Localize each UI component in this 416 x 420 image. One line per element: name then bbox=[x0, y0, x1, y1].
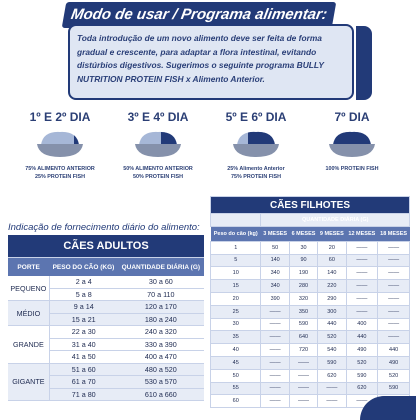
quantity-cell: —— bbox=[378, 318, 410, 331]
table-row bbox=[211, 356, 410, 369]
puppy-table bbox=[210, 196, 410, 408]
quantity-cell: —— bbox=[289, 395, 317, 408]
table-row bbox=[8, 363, 204, 376]
quantity-cell: —— bbox=[378, 292, 410, 305]
quantity-cell: 610 a 660 bbox=[118, 388, 204, 401]
quantity-cell: 540 bbox=[318, 344, 346, 357]
intro-line: gradual e crescente, para adaptar a flora intestinal, evitando bbox=[77, 46, 317, 57]
quantity-cell: —— bbox=[261, 331, 289, 344]
bowl-icon bbox=[133, 129, 183, 159]
quantity-cell: 520 bbox=[378, 369, 410, 382]
weight-cell: 25 bbox=[211, 305, 261, 318]
intro-side-tab bbox=[356, 26, 372, 100]
weight-cell: 55 bbox=[211, 382, 261, 395]
phase-3 bbox=[210, 110, 302, 181]
quantity-cell: —— bbox=[378, 254, 410, 267]
intro-box bbox=[68, 24, 354, 100]
column-header: Peso do cão (kg) bbox=[211, 226, 261, 241]
column-header: 9 MESES bbox=[318, 226, 346, 241]
puppy-table-subtitle: QUANTIDADE DIÁRIA (G) bbox=[261, 214, 410, 227]
bowl-icon bbox=[231, 129, 281, 159]
column-header: 3 MESES bbox=[261, 226, 289, 241]
phase-1 bbox=[14, 110, 106, 181]
weight-cell: 35 bbox=[211, 331, 261, 344]
quantity-cell: —— bbox=[261, 305, 289, 318]
quantity-cell: 390 bbox=[261, 292, 289, 305]
adults-table-body bbox=[8, 276, 204, 401]
quantity-cell: 140 bbox=[261, 254, 289, 267]
quantity-cell: —— bbox=[346, 305, 378, 318]
table-row bbox=[8, 326, 204, 339]
adult-dogs-table bbox=[8, 235, 204, 401]
table-row bbox=[211, 280, 410, 293]
weight-cell: 5 a 8 bbox=[49, 288, 117, 301]
quantity-cell: 300 bbox=[318, 305, 346, 318]
table-row bbox=[211, 254, 410, 267]
quantity-cell: 440 bbox=[378, 344, 410, 357]
weight-cell: 45 bbox=[211, 356, 261, 369]
quantity-cell: —— bbox=[318, 382, 346, 395]
quantity-cell: 520 bbox=[346, 356, 378, 369]
column-header: 12 MESES bbox=[346, 226, 378, 241]
weight-cell: 22 a 30 bbox=[49, 326, 117, 339]
table-row bbox=[211, 331, 410, 344]
phase-caption-1: 100% PROTEIN FISH bbox=[325, 166, 379, 172]
quantity-cell: 350 bbox=[289, 305, 317, 318]
quantity-cell: 20 bbox=[318, 241, 346, 254]
puppy-table-body bbox=[211, 241, 410, 407]
quantity-cell: 30 bbox=[289, 241, 317, 254]
table-row bbox=[211, 305, 410, 318]
quantity-cell: 140 bbox=[318, 267, 346, 280]
quantity-cell: —— bbox=[289, 369, 317, 382]
column-header: PESO DO CÃO (KG) bbox=[49, 258, 117, 277]
quantity-cell: 340 bbox=[261, 267, 289, 280]
weight-cell: 40 bbox=[211, 344, 261, 357]
porte-cell: PEQUENO bbox=[8, 276, 49, 301]
quantity-cell: 490 bbox=[378, 356, 410, 369]
bowl-icon bbox=[35, 129, 85, 159]
quantity-cell: —— bbox=[261, 382, 289, 395]
quantity-cell: 440 bbox=[346, 331, 378, 344]
column-header: PORTE bbox=[8, 258, 49, 277]
weight-cell: 51 a 60 bbox=[49, 363, 117, 376]
quantity-cell: —— bbox=[261, 344, 289, 357]
quantity-cell: 70 a 110 bbox=[118, 288, 204, 301]
table-row bbox=[8, 276, 204, 288]
weight-cell: 31 a 40 bbox=[49, 338, 117, 351]
quantity-cell: —— bbox=[318, 395, 346, 408]
quantity-cell: 180 a 240 bbox=[118, 313, 204, 326]
porte-cell: GIGANTE bbox=[8, 363, 49, 401]
weight-cell: 50 bbox=[211, 369, 261, 382]
quantity-cell: —— bbox=[346, 292, 378, 305]
quantity-cell: —— bbox=[346, 280, 378, 293]
phase-caption-1: 25% Alimento Anterior bbox=[227, 166, 285, 172]
quantity-cell: 590 bbox=[378, 382, 410, 395]
quantity-cell: 590 bbox=[346, 369, 378, 382]
table-row bbox=[211, 382, 410, 395]
quantity-cell: 720 bbox=[289, 344, 317, 357]
bowl-body bbox=[233, 144, 279, 157]
quantity-cell: 520 bbox=[318, 331, 346, 344]
quantity-cell: —— bbox=[346, 267, 378, 280]
bowl-body bbox=[37, 144, 83, 157]
weight-cell: 15 bbox=[211, 280, 261, 293]
phase-caption-2: 75% PROTEIN FISH bbox=[230, 174, 282, 181]
quantity-cell: —— bbox=[378, 267, 410, 280]
table-row bbox=[211, 344, 410, 357]
quantity-cell: 340 bbox=[261, 280, 289, 293]
weight-cell: 9 a 14 bbox=[49, 301, 117, 314]
quantity-cell: 490 bbox=[346, 344, 378, 357]
bowl-body bbox=[329, 144, 375, 157]
page-title: Modo de usar / Programa alimentar: bbox=[62, 2, 337, 28]
quantity-cell: —— bbox=[346, 395, 378, 408]
quantity-cell: 30 a 60 bbox=[118, 276, 204, 288]
quantity-cell: —— bbox=[378, 280, 410, 293]
weight-cell: 61 a 70 bbox=[49, 376, 117, 389]
quantity-cell: —— bbox=[346, 241, 378, 254]
quantity-cell: 440 bbox=[318, 318, 346, 331]
quantity-cell: —— bbox=[289, 382, 317, 395]
column-header: 18 MESES bbox=[378, 226, 410, 241]
quantity-cell: 400 a 470 bbox=[118, 351, 204, 364]
quantity-cell: 530 a 570 bbox=[118, 376, 204, 389]
quantity-cell: 190 bbox=[289, 267, 317, 280]
quantity-cell: 330 a 390 bbox=[118, 338, 204, 351]
weight-cell: 10 bbox=[211, 267, 261, 280]
phase-caption-2: 50% PROTEIN FISH bbox=[132, 174, 184, 181]
table-row bbox=[211, 318, 410, 331]
porte-cell: MÉDIO bbox=[8, 301, 49, 326]
feeding-label: Indicação de fornecimento diário do alimento: bbox=[8, 222, 200, 233]
quantity-cell: 240 a 320 bbox=[118, 326, 204, 339]
quantity-cell: 640 bbox=[289, 331, 317, 344]
quantity-cell: 50 bbox=[261, 241, 289, 254]
phase-title: 5º E 6º DIA bbox=[225, 110, 287, 124]
quantity-cell: 320 bbox=[289, 292, 317, 305]
weight-cell: 2 a 4 bbox=[49, 276, 117, 288]
quantity-cell: 60 bbox=[318, 254, 346, 267]
weight-cell: 71 a 80 bbox=[49, 388, 117, 401]
quantity-cell: —— bbox=[378, 331, 410, 344]
new-food-mound bbox=[333, 132, 371, 145]
quantity-cell: —— bbox=[346, 254, 378, 267]
phase-title: 1º E 2º DIA bbox=[29, 110, 91, 124]
bowl-icon bbox=[327, 129, 377, 159]
column-header: 6 MESES bbox=[289, 226, 317, 241]
intro-line: NUTRITION PROTEIN FISH x Alimento Anterior. bbox=[77, 73, 265, 84]
weight-cell: 30 bbox=[211, 318, 261, 331]
quantity-cell: —— bbox=[289, 356, 317, 369]
porte-cell: GRANDE bbox=[8, 326, 49, 364]
weight-cell: 1 bbox=[211, 241, 261, 254]
old-food-mound bbox=[41, 132, 79, 145]
quantity-cell: —— bbox=[378, 305, 410, 318]
quantity-cell: 590 bbox=[318, 356, 346, 369]
table-row bbox=[211, 267, 410, 280]
table-row bbox=[8, 301, 204, 314]
column-header: QUANTIDADE DIÁRIA (G) bbox=[118, 258, 204, 277]
quantity-cell: 620 bbox=[346, 382, 378, 395]
table-row bbox=[211, 369, 410, 382]
intro-line: distúrbios digestivos. Sugerimos o seguinte programa BULLY bbox=[77, 60, 324, 70]
quantity-cell: —— bbox=[378, 241, 410, 254]
phase-caption-1: 75% ALIMENTO ANTERIOR bbox=[25, 166, 95, 172]
quantity-cell: —— bbox=[261, 369, 289, 382]
table-row bbox=[211, 241, 410, 254]
quantity-cell: 120 a 170 bbox=[118, 301, 204, 314]
phase-caption-2: 25% PROTEIN FISH bbox=[34, 174, 86, 181]
quantity-cell: 620 bbox=[318, 369, 346, 382]
quantity-cell: —— bbox=[261, 395, 289, 408]
phase-title: 7º DIA bbox=[334, 110, 370, 124]
quantity-cell: 480 a 520 bbox=[118, 363, 204, 376]
phase-caption-1: 50% ALIMENTO ANTERIOR bbox=[123, 166, 193, 172]
weight-cell: 41 a 50 bbox=[49, 351, 117, 364]
quantity-cell: 90 bbox=[289, 254, 317, 267]
quantity-cell: 220 bbox=[318, 280, 346, 293]
phase-4 bbox=[306, 110, 398, 174]
phase-title: 3º E 4º DIA bbox=[127, 110, 189, 124]
weight-cell: 60 bbox=[211, 395, 261, 408]
puppy-table-title: CÃES FILHOTES bbox=[211, 197, 410, 214]
quantity-cell: 590 bbox=[289, 318, 317, 331]
quantity-cell: 280 bbox=[289, 280, 317, 293]
quantity-cell: 400 bbox=[346, 318, 378, 331]
table-row bbox=[211, 292, 410, 305]
quantity-cell: —— bbox=[261, 356, 289, 369]
weight-cell: 15 a 21 bbox=[49, 313, 117, 326]
weight-cell: 5 bbox=[211, 254, 261, 267]
weight-cell: 20 bbox=[211, 292, 261, 305]
intro-line: Toda introdução de um novo alimento deve ser feita de forma bbox=[77, 33, 322, 43]
quantity-cell: 290 bbox=[318, 292, 346, 305]
phase-2 bbox=[112, 110, 204, 181]
adults-table-title: CÃES ADULTOS bbox=[8, 235, 204, 258]
bowl-body bbox=[135, 144, 181, 157]
quantity-cell: —— bbox=[261, 318, 289, 331]
